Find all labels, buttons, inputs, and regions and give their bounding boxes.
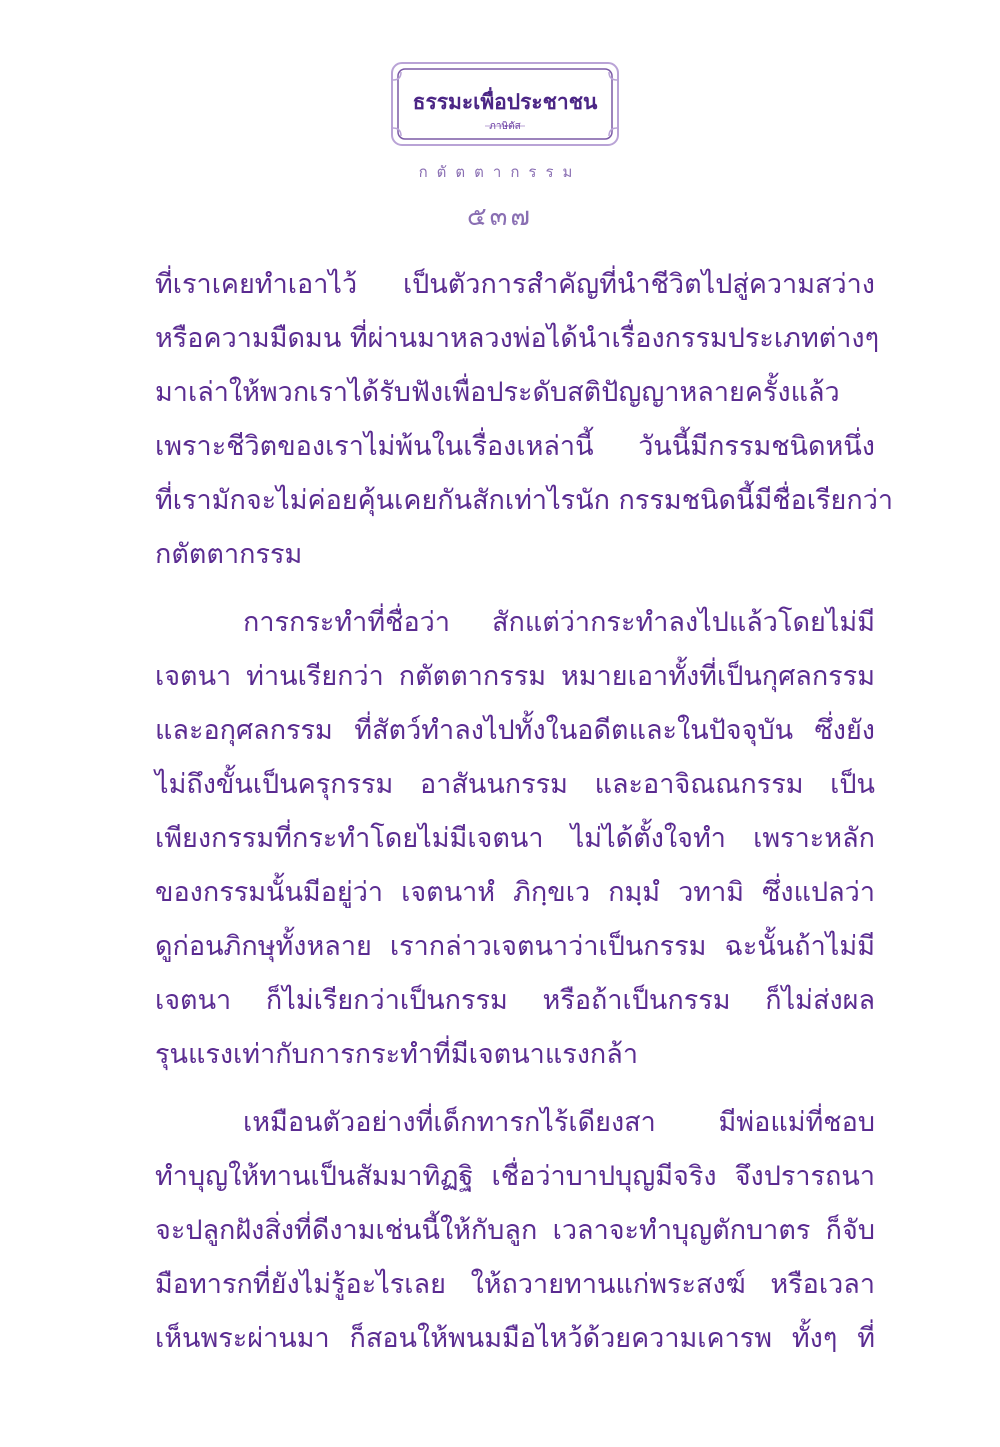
text-line: กตัตตากรรม: [155, 539, 303, 570]
text-line: และอกุศลกรรม ที่สัตว์ทำลงไปทั้งในอดีตและในปัจจุบัน ซึ่งยัง: [155, 715, 875, 746]
text-line: ทำบุญให้ทานเป็นสัมมาทิฏฐิ เชื่อว่าบาปบุญมีจริง จึงปรารถนา: [155, 1161, 875, 1192]
paragraph-1: [155, 258, 894, 582]
section-title: กตัตตากรรม: [418, 163, 582, 181]
text-line: เพียงกรรมที่กระทำโดยไม่มีเจตนา ไม่ได้ตั้งใจทำ เพราะหลัก: [155, 823, 875, 854]
logo-title: ธรรมะเพื่อประชาชน: [412, 89, 598, 114]
text-line: มือทารกที่ยังไม่รู้อะไรเลย ให้ถวายทานแก่พระสงฆ์ หรือเวลา: [155, 1269, 875, 1300]
paragraph-3: [155, 1096, 875, 1366]
text-line: รุนแรงเท่ากับการกระทำที่มีเจตนาแรงกล้า: [155, 1039, 638, 1070]
text-line: หรือความมืดมน ที่ผ่านมาหลวงพ่อได้นำเรื่องกรรมประเภทต่างๆ: [155, 323, 880, 354]
text-line: มาเล่าให้พวกเราได้รับฟังเพื่อประดับสติปัญญาหลายครั้งแล้ว: [155, 377, 840, 408]
text-line: เจตนา ก็ไม่เรียกว่าเป็นกรรม หรือถ้าเป็นกรรม ก็ไม่ส่งผล: [155, 985, 875, 1016]
text-line: การกระทำที่ชื่อว่า สักแต่ว่ากระทำลงไปแล้วโดยไม่มี: [243, 607, 875, 638]
publication-logo: [389, 60, 621, 148]
text-line: เหมือนตัวอย่างที่เด็กทารกไร้เดียงสา มีพ่อแม่ที่ชอบ: [243, 1107, 875, 1138]
text-line: เห็นพระผ่านมา ก็สอนให้พนมมือไหว้ด้วยความเคารพ ทั้งๆ ที่: [155, 1323, 875, 1354]
paragraph-2: [155, 596, 875, 1082]
text-line: ที่เรามักจะไม่ค่อยคุ้นเคยกันสักเท่าไรนัก กรรมชนิดนี้มีชื่อเรียกว่า: [155, 485, 894, 516]
text-line: ดูก่อนภิกษุทั้งหลาย เรากล่าวเจตนาว่าเป็นกรรม ฉะนั้นถ้าไม่มี: [155, 931, 875, 962]
text-line: ของกรรมนั้นมีอยู่ว่า เจตนาหํ ภิกฺขเว กมฺมํ วทามิ ซึ่งแปลว่า: [155, 877, 875, 908]
text-line: เพราะชีวิตของเราไม่พ้นในเรื่องเหล่านี้ วันนี้มีกรรมชนิดหนึ่ง: [155, 431, 875, 462]
page-number: ๕๓๗: [466, 202, 533, 232]
text-line: เจตนา ท่านเรียกว่า กตัตตากรรม หมายเอาทั้งที่เป็นกุศลกรรม: [155, 661, 875, 692]
body-text: [155, 258, 894, 1366]
text-line: จะปลูกฝังสิ่งที่ดีงามเช่นนี้ให้กับลูก เวลาจะทำบุญตักบาตร ก็จับ: [155, 1215, 875, 1246]
text-line: ไม่ถึงขั้นเป็นครุกรรม อาสันนกรรม และอาจิณณกรรม เป็น: [155, 769, 875, 800]
text-line: ที่เราเคยทำเอาไว้ เป็นตัวการสำคัญที่นำชีวิตไปสู่ความสว่าง: [155, 269, 875, 300]
logo-subtitle: ภาษิตัส: [489, 121, 521, 132]
